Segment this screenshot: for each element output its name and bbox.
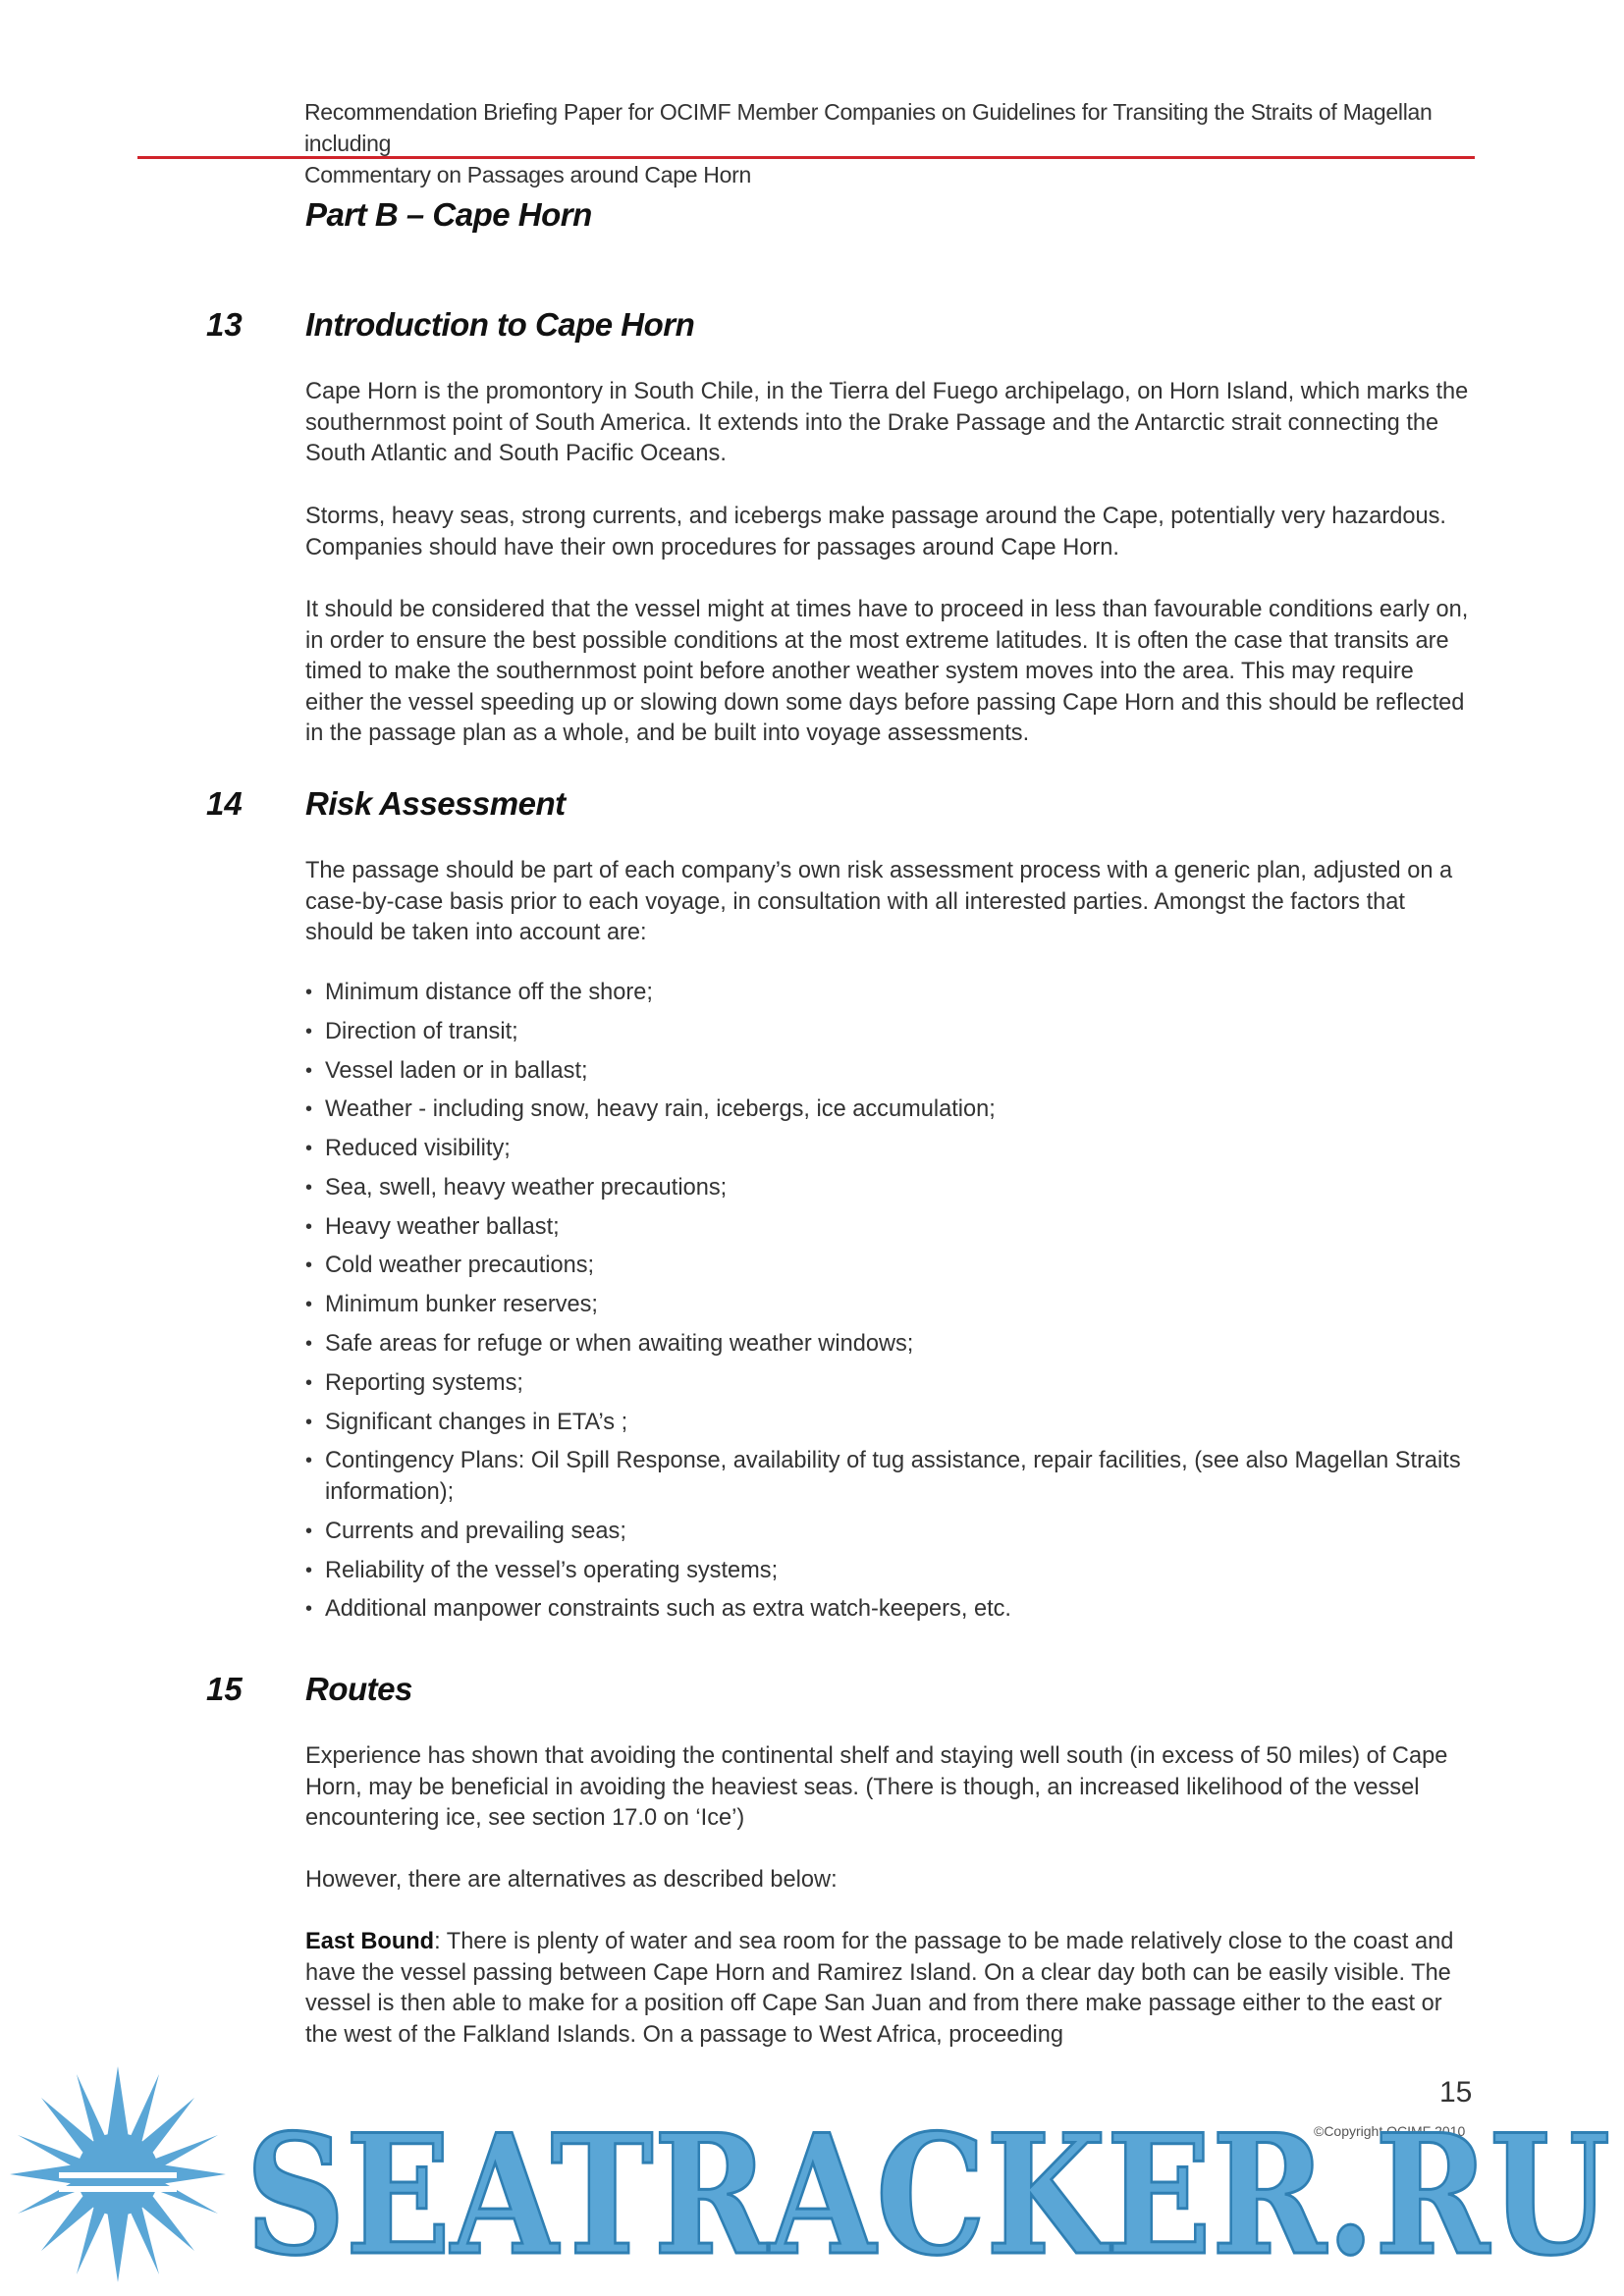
section-title: Risk Assessment <box>305 785 566 822</box>
section-title: Routes <box>305 1671 412 1707</box>
section-14-intro: The passage should be part of each company’s own risk assessment process with a generic plan, adjusted on a case-by-case basis prior to each voyage, in consultation with all interested parties. Amongst the factors that should be taken into account are: <box>305 858 1453 946</box>
copyright-notice: ©Copyright OCIMF 2010 <box>1314 2123 1466 2139</box>
east-bound-label: East Bound <box>305 1929 435 1954</box>
list-item: • Direction of transit; <box>305 1017 1470 1048</box>
list-item: • Reporting systems; <box>305 1368 1470 1400</box>
running-header-line-1: Recommendation Briefing Paper for OCIMF Member Companies on Guidelines for Transiting the Straits of Magellan including <box>304 99 1433 156</box>
east-bound-text: : There is plenty of water and sea room for the passage to be made relatively close to the coast and have the vessel passing between Cape Horn and Ramirez Island. On a clear day both can be easily visible. The vessel is then able to make for a position off Cape San Juan and from there make passage either to the east or the west of the Falkland Islands. On a passage to West Africa, proceeding <box>305 1929 1454 2048</box>
list-item: • Contingency Plans: Oil Spill Response, availability of tug assistance, repair facilities, (see also Magellan Straits information); <box>305 1446 1470 1508</box>
list-item: • Reduced visibility; <box>305 1134 1470 1165</box>
list-item: • Safe areas for refuge or when awaiting weather windows; <box>305 1329 1470 1361</box>
list-item: • Vessel laden or in ballast; <box>305 1056 1470 1088</box>
running-header-line-2: Commentary on Passages around Cape Horn <box>304 162 751 187</box>
seatracker-watermark <box>0 2047 1624 2296</box>
section-number: 14 <box>206 785 243 822</box>
header-rule <box>137 156 1475 159</box>
section-15-east-bound <box>305 1927 1470 2051</box>
list-item: • Minimum distance off the shore; <box>305 978 1470 1009</box>
list-item: • Currents and prevailing seas; <box>305 1517 1470 1548</box>
list-item: • Significant changes in ETA’s ; <box>305 1408 1470 1439</box>
risk-factor-list <box>305 978 1470 1633</box>
section-15-paragraph-1: Experience has shown that avoiding the continental shelf and staying well south (in excess of 50 miles) of Cape Horn, may be beneficial in avoiding the heaviest seas. (There is though, an increased likelihood of the vessel encountering ice, see section 17.0 on ‘Ice’) <box>305 1743 1448 1832</box>
list-item: • Cold weather precautions; <box>305 1251 1470 1282</box>
section-13-paragraph-1: Cape Horn is the promontory in South Chile, in the Tierra del Fuego archipelago, on Horn Island, which marks the southernmost point of South America. It extends into the Drake Passage and the Antarctic strait connecting the South Atlantic and South Pacific Oceans. <box>305 379 1469 467</box>
section-number: 13 <box>206 306 243 343</box>
running-header <box>304 96 1463 190</box>
section-title: Introduction to Cape Horn <box>305 306 695 343</box>
section-15-paragraph-2: However, there are alternatives as described below: <box>305 1867 838 1893</box>
page-number: 15 <box>1439 2076 1473 2109</box>
sun-logo-icon <box>10 2066 226 2282</box>
part-title: Part B – Cape Horn <box>305 196 592 233</box>
section-13-paragraph-2: Storms, heavy seas, strong currents, and icebergs make passage around the Cape, potentially very hazardous. Companies should have their own procedures for passages around Cape Horn. <box>305 504 1446 561</box>
section-13-paragraph-3: It should be considered that the vessel might at times have to proceed in less than favourable conditions early on, in order to ensure the best possible conditions at the most extreme latitudes. It is often the case that transits are timed to make the southernmost point before another weather system moves into the area. This may require either the vessel speeding up or slowing down some days before passing Cape Horn and this should be reflected in the passage plan as a whole, and be built into voyage assessments. <box>305 597 1469 747</box>
list-item: • Heavy weather ballast; <box>305 1212 1470 1244</box>
watermark-text: SEATRACKER.RU <box>245 2098 1610 2292</box>
list-item: • Reliability of the vessel’s operating systems; <box>305 1556 1470 1587</box>
section-number: 15 <box>206 1671 243 1707</box>
list-item: • Minimum bunker reserves; <box>305 1290 1470 1321</box>
list-item: • Weather - including snow, heavy rain, icebergs, ice accumulation; <box>305 1095 1470 1126</box>
list-item: • Sea, swell, heavy weather precautions; <box>305 1173 1470 1204</box>
list-item: • Additional manpower constraints such as extra watch-keepers, etc. <box>305 1594 1470 1626</box>
